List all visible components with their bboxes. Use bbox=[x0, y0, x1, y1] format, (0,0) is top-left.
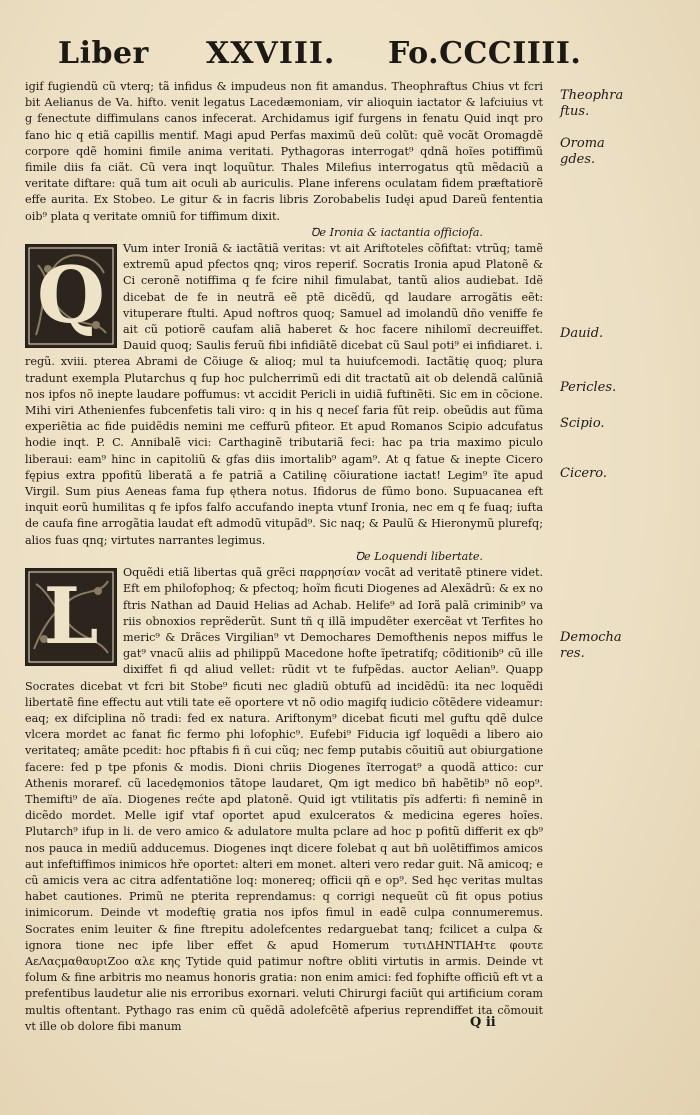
margin-note: Cicero. bbox=[560, 466, 608, 481]
signature-mark: Q ii bbox=[470, 1015, 496, 1030]
dropcap-letter: L bbox=[43, 571, 99, 663]
decorated-initial-q-icon bbox=[25, 244, 117, 348]
section-ironia bbox=[25, 241, 543, 549]
decorated-initial-l-icon bbox=[25, 568, 117, 666]
header-book-number: XXVIII. bbox=[206, 36, 336, 71]
margin-note: Scipio. bbox=[560, 416, 605, 431]
paragraph-1: igif fugiendũ cũ vterq; tã infidus & impudeus non fit amandus. Theophraftus Chius vt fcri bit Aelianus de Va. hifto. venit legatus Lacedæmoniam, vir alioquin iactator & lafciuius vt g fenectute diffimulans canos infecerat. Archidamus igif furgens in fenatu Quid inqt pro fano hic q etiã capillis mentif. Magi apud Perfas maximũ deũ colũt: quẽ vocãt Oromagdẽ corpore qdẽ homini fimile anima veritati. Pythagoras interrogat⁹ qdnã hoĩes potiffimũ fimile diis fa ciãt. Cũ vera inqt loquũtur. Thales Milefius interrogatus qtũ mẽdaciũ a veritate diftare: quã tum ait oculi ab auriculis. Plane inferens oculatam fidem præftatiorẽ effe aurita. Ex Stobeo. Le gitur & in facris libris Zorobabelis Iudęi apud Dareũ fententia oib⁹ plata q veritate omniũ for tiffimum dixit. bbox=[25, 80, 543, 223]
header-liber: Liber bbox=[58, 36, 149, 71]
margin-note: Oroma gdes. bbox=[560, 136, 605, 167]
main-text-column bbox=[25, 79, 543, 1035]
section-heading-libertate: Ꝺe Loquendi libertate. bbox=[355, 549, 483, 563]
paragraph-2: Vum inter Ironiã & iactãtiã veritas: vt ait Ariftoteles cõfiftat: vtrũq; tamẽ extremũ apud pfectos qnq; viros reperif. Socratis Ironia apud Platonẽ & Ci ceronẽ notiffima q fe fcire nihil fimulabat, tantũ alios audiebat. Idẽ dicebat de fe in neutrã eẽ ptẽ dicẽdũ, qd laudare arrogãtis eẽt: vituperare ftulti. Apud noftros quoq; Samuel ad imolandũ dño veniffe fe ait cũ potiorẽ caufam aliã haberet & hoc facere nihilomĩ decreuiffet. Dauid quoq; Saulis feruũ fibi infidiãtẽ dicebat cũ Saul poti⁹ ei infidiaret. i. regũ. xviii. pterea Abrami de Cõiuge & alioq; mul ta huiufcemodi. Iactãtię quoq; plura tradunt exempla Plutarchus q fup hoc pulcherrimũ edi dit tractatũ ait ob delendã calũniã nos ipfos nõ inepte laudare poffumus: vt accidit Pericli in uidiã fuftinẽti. Sic em in cõcione. Mihi viri Athenienfes fubcenfetis tali viro: q in his q neceſ faria fūt reip. obeũdis aut fũma experiẽtia ac fide puidẽdis nemini me ceffurũ pfiteor. Et apud Romanos Scipio adcufatus hodie inqt. P. C. Annibalẽ vici: Carthaginẽ tributariã feci: hac pa tria maximo piculo liberaui: eam⁹ hinc in capitoliũ & gfas diis imortalib⁹ agam⁹. At q fatue & inepte Cicero fępius extra ppofitũ liberatã a fe patriã a Catilinę cõiuratione iactat! Legim⁹ ĩte apud Virgil. Sum pius Aeneas fama fup ęthera notus. Ifidorus de fũmo bono. Supuacanea eft inquit eorũ humilitas q fe ipfos falfo accufando inepta vtunf Ironia, nec em q fe fuaq; iufta de caufa fine arrogãtia laudat eft admodũ vitupãd⁹. Sic naq; & Paulũ & Hieronymũ plurefq; alios fuas qnq; virtutes narrantes legimus. bbox=[25, 242, 543, 547]
section-libertate bbox=[25, 565, 543, 1035]
margin-note: Pericles. bbox=[560, 380, 617, 395]
dropcap-letter: Q bbox=[37, 250, 105, 342]
header-folio: Fo.CCCIIII. bbox=[388, 36, 582, 71]
margin-note: Theophra ftus. bbox=[560, 88, 624, 119]
paragraph-3: Oquẽdi etiã libertas quã grẽci παρρησίαν vocãt ad veritatẽ ptinere videt. Eft em philofophoq; & pfectoq; hoĩm ficuti Diogenes ad Alexãdrũ: & ex no ftris Nathan ad Dauid Helias ad Achab. Helife⁹ ad Iorã palã criminib⁹ va riis obnoxios reprẽderũt. Sunt tñ q illã impudẽter exercẽat vt Terfites ho meric⁹ & Drãces Virgilian⁹ vt Demochares Demofthenis nepos miffus le gat⁹ vnacũ aliis ad philippũ Macedone hofte ĩpetratifq; cõditionib⁹ cũ ille dixiffet fi qd aliud vellet: rũdit vt te fufpẽdas. auctor Aelian⁹. Quapp Socrates dicebat vt fcri bit Stobe⁹ ficuti nec gladiũ obtufũ ad incidẽdũ: ita nec loquẽdi libertatẽ fine effectu aut vtili tate eẽ oportere vt nõ odio magifq iudicio cõtẽdere videamur: eaq; ex difciplina nõ tradi: fed ex natura. Ariftonym⁹ dicebat ficuti mel guftu qdẽ dulce vlcera mordet ac fanat fic fermo phi lofophic⁹. Eufebi⁹ Fiducia igf loquẽdi a libero aio veritateq; amãte pcedit: hoc pftabis fi ñ cui cũq; nec femp putabis cõuitiũ aut obiurgatione facere: fed p tpe pfonis & modis. Dioni chriis Diogenes ĩterrogat⁹ a quodã attico: cur Athenis moraref. cũ lacedęmonios tãtope laudaret, Qm igt medico bñ habẽtib⁹ nõ eop⁹. Themifti⁹ de aïa. Diogenes rećte apd platonẽ. Quid igt vtilitatis pĩs adferti: fi neminẽ in dicẽdo mordet. Melle igif vtaf oportet apud exulceratos & medicina egeres hoĩes. Plutarch⁹ ifup in li. de vero amico & adulatore multa pclare ad hoc p pofitũ differit ex qb⁹ nos pauca in mediũ adducemus. Diogenes inqt dicere folebat q aut bñ uolẽtiffimos amicos aut infeftiffimos inimicos hře oportet: alteri em monet. alteri vero redar guit. Nã amicoq; e cũ amicis vera ac citra adfentatiõne loq: monereq; officii qñ e op⁹. Sed hęc veritas multas habet cautiones. Primũ ne pterita reprendamus: q corrigi nequeũt cũ fit opus potius inimicorum. Deinde vt modeftię gratia nos ipfos fimul in eadẽ culpa connumeremus. Socrates enim leuiter & fine ftrepitu adolefcentes redarguebat tanq; fcilicet a culpa & ignora tione nec ipfe liber effet & apud Homerum τυτιΔΗΝΤΙΑΗτε φουτε ΑεΛαςμαθαυριΖοο αλε κης Tytide quid patimur noftre obliti virtutis in armis. Deinde vt folum & fine arbitris mo neamus honoris gratia: non enim amici: fed fophifte officiũ eft vt a prefentibus laudetur alie nis erroribus exornari. veluti Chirurgi faciũt qui artificium coram multis oftentant. Pythago ras enim cũ quẽdã adolefcẽtẽ afperius reprendiffet ita cõmouit vt ille ob dolore fibi manum bbox=[25, 566, 543, 1033]
running-header bbox=[58, 34, 598, 78]
section-heading-ironia: Ꝺe Ironia & iactantia officiofa. bbox=[310, 225, 483, 239]
margin-note: Dauid. bbox=[560, 326, 604, 341]
margin-note: Democha res. bbox=[560, 630, 622, 661]
